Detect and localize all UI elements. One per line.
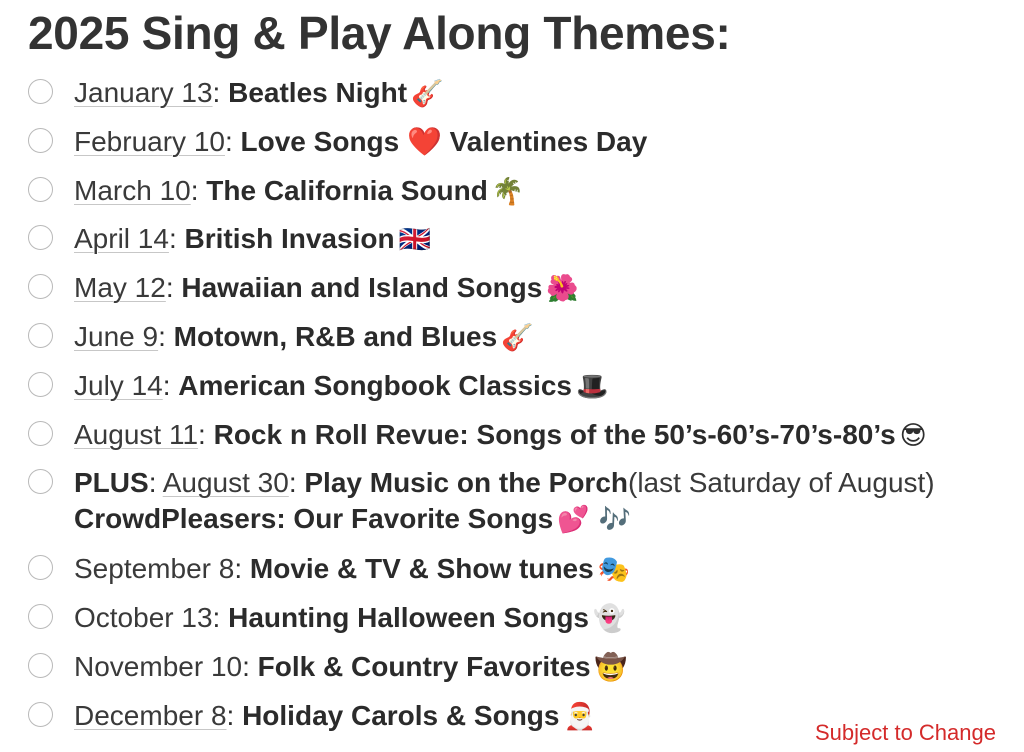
checkbox[interactable]	[28, 177, 53, 202]
item-date[interactable]: February 10	[74, 125, 225, 157]
uk-flag-icon: 🇬🇧	[398, 225, 431, 256]
item-theme-line2: CrowdPleasers: Our Favorite Songs	[74, 503, 554, 535]
guitar-icon: 🎸	[501, 322, 534, 353]
item-theme: British Invasion	[184, 223, 395, 255]
list-item: February 10: Love Songs ❤️ Valentines Day	[28, 117, 1018, 166]
item-theme: Love Songs ❤️ Valentines Day	[240, 125, 648, 157]
sunglasses-face-icon: 😎	[899, 420, 927, 451]
item-theme: Holiday Carols & Songs	[242, 699, 560, 731]
santa-icon: 🎅	[563, 701, 596, 732]
checkbox[interactable]	[28, 555, 53, 580]
item-theme: Motown, R&B and Blues	[173, 320, 498, 352]
checkbox[interactable]	[28, 604, 53, 629]
item-note: (last Saturday of August)	[628, 467, 935, 499]
theme-checklist	[28, 68, 1018, 740]
list-item: June 9: Motown, R&B and Blues 🎸	[28, 312, 1018, 361]
theater-masks-icon: 🎭	[597, 555, 631, 586]
list-item: March 10: The California Sound 🌴	[28, 166, 1018, 215]
checkbox[interactable]	[28, 421, 53, 446]
item-date: October 13	[74, 602, 213, 634]
checkbox[interactable]	[28, 653, 53, 678]
checkbox[interactable]	[28, 79, 53, 104]
ghost-icon: 👻	[593, 604, 626, 635]
checkbox[interactable]	[28, 225, 53, 250]
item-date[interactable]: August 11	[74, 418, 199, 450]
list-item: May 12: Hawaiian and Island Songs 🌺	[28, 263, 1018, 312]
list-item: October 13: Haunting Halloween Songs 👻	[28, 593, 1018, 642]
item-theme: Rock n Roll Revue: Songs of the 50’s-60’s-70’s-80’s	[213, 418, 896, 450]
cowboy-face-icon: 🤠	[594, 652, 627, 683]
item-date: September 8	[74, 553, 235, 585]
list-item: January 13: Beatles Night 🎸	[28, 68, 1018, 117]
list-item: July 14: American Songbook Classics 🎩	[28, 361, 1018, 410]
list-item: PLUS: August 30: Play Music on the Porch(last Saturday of August) CrowdPleasers: Our Favorite Songs 💕 🎶	[28, 458, 1018, 544]
item-date[interactable]: August 30	[162, 467, 289, 499]
item-prefix: PLUS	[74, 467, 149, 499]
palm-tree-icon: 🌴	[491, 176, 525, 207]
hibiscus-icon: 🌺	[546, 274, 579, 305]
list-item: April 14: British Invasion 🇬🇧	[28, 214, 1018, 263]
subject-to-change-note: Subject to Change	[814, 720, 996, 745]
item-date[interactable]: June 9	[74, 320, 159, 352]
item-theme: Folk & Country Favorites	[257, 650, 591, 682]
checkbox[interactable]	[28, 323, 53, 348]
hearts-music-icon: 💕 🎶	[557, 505, 632, 536]
list-item: August 11: Rock n Roll Revue: Songs of the 50’s-60’s-70’s-80’s 😎	[28, 410, 1018, 459]
list-item: December 8: Holiday Carols & Songs 🎅	[28, 691, 1018, 740]
top-hat-icon: 🎩	[575, 371, 609, 402]
page-title: 2025 Sing & Play Along Themes:	[28, 7, 731, 59]
item-date[interactable]: July 14	[74, 369, 163, 401]
list-item: November 10: Folk & Country Favorites 🤠	[28, 642, 1018, 691]
checkbox[interactable]	[28, 128, 53, 153]
item-date[interactable]: March 10	[74, 174, 191, 206]
item-date[interactable]: December 8	[74, 699, 227, 731]
item-theme: American Songbook Classics	[178, 369, 572, 401]
item-date[interactable]: January 13	[74, 77, 213, 108]
item-theme: Movie & TV & Show tunes	[249, 553, 594, 585]
item-theme: The California Sound	[206, 174, 488, 206]
item-theme: Beatles Night	[228, 77, 408, 108]
item-date[interactable]: April 14	[74, 223, 169, 255]
checkbox[interactable]	[28, 702, 53, 727]
checkbox[interactable]	[28, 469, 53, 494]
item-theme: Hawaiian and Island Songs	[181, 272, 543, 304]
item-theme: Play Music on the Porch	[304, 467, 629, 499]
item-date[interactable]: May 12	[74, 272, 166, 304]
checkbox[interactable]	[28, 372, 53, 397]
checkbox[interactable]	[28, 274, 53, 299]
item-theme: Haunting Halloween Songs	[228, 602, 590, 634]
guitar-icon: 🎸	[411, 79, 444, 109]
list-item: September 8: Movie & TV & Show tunes 🎭	[28, 544, 1018, 593]
item-date: November 10	[74, 650, 243, 682]
